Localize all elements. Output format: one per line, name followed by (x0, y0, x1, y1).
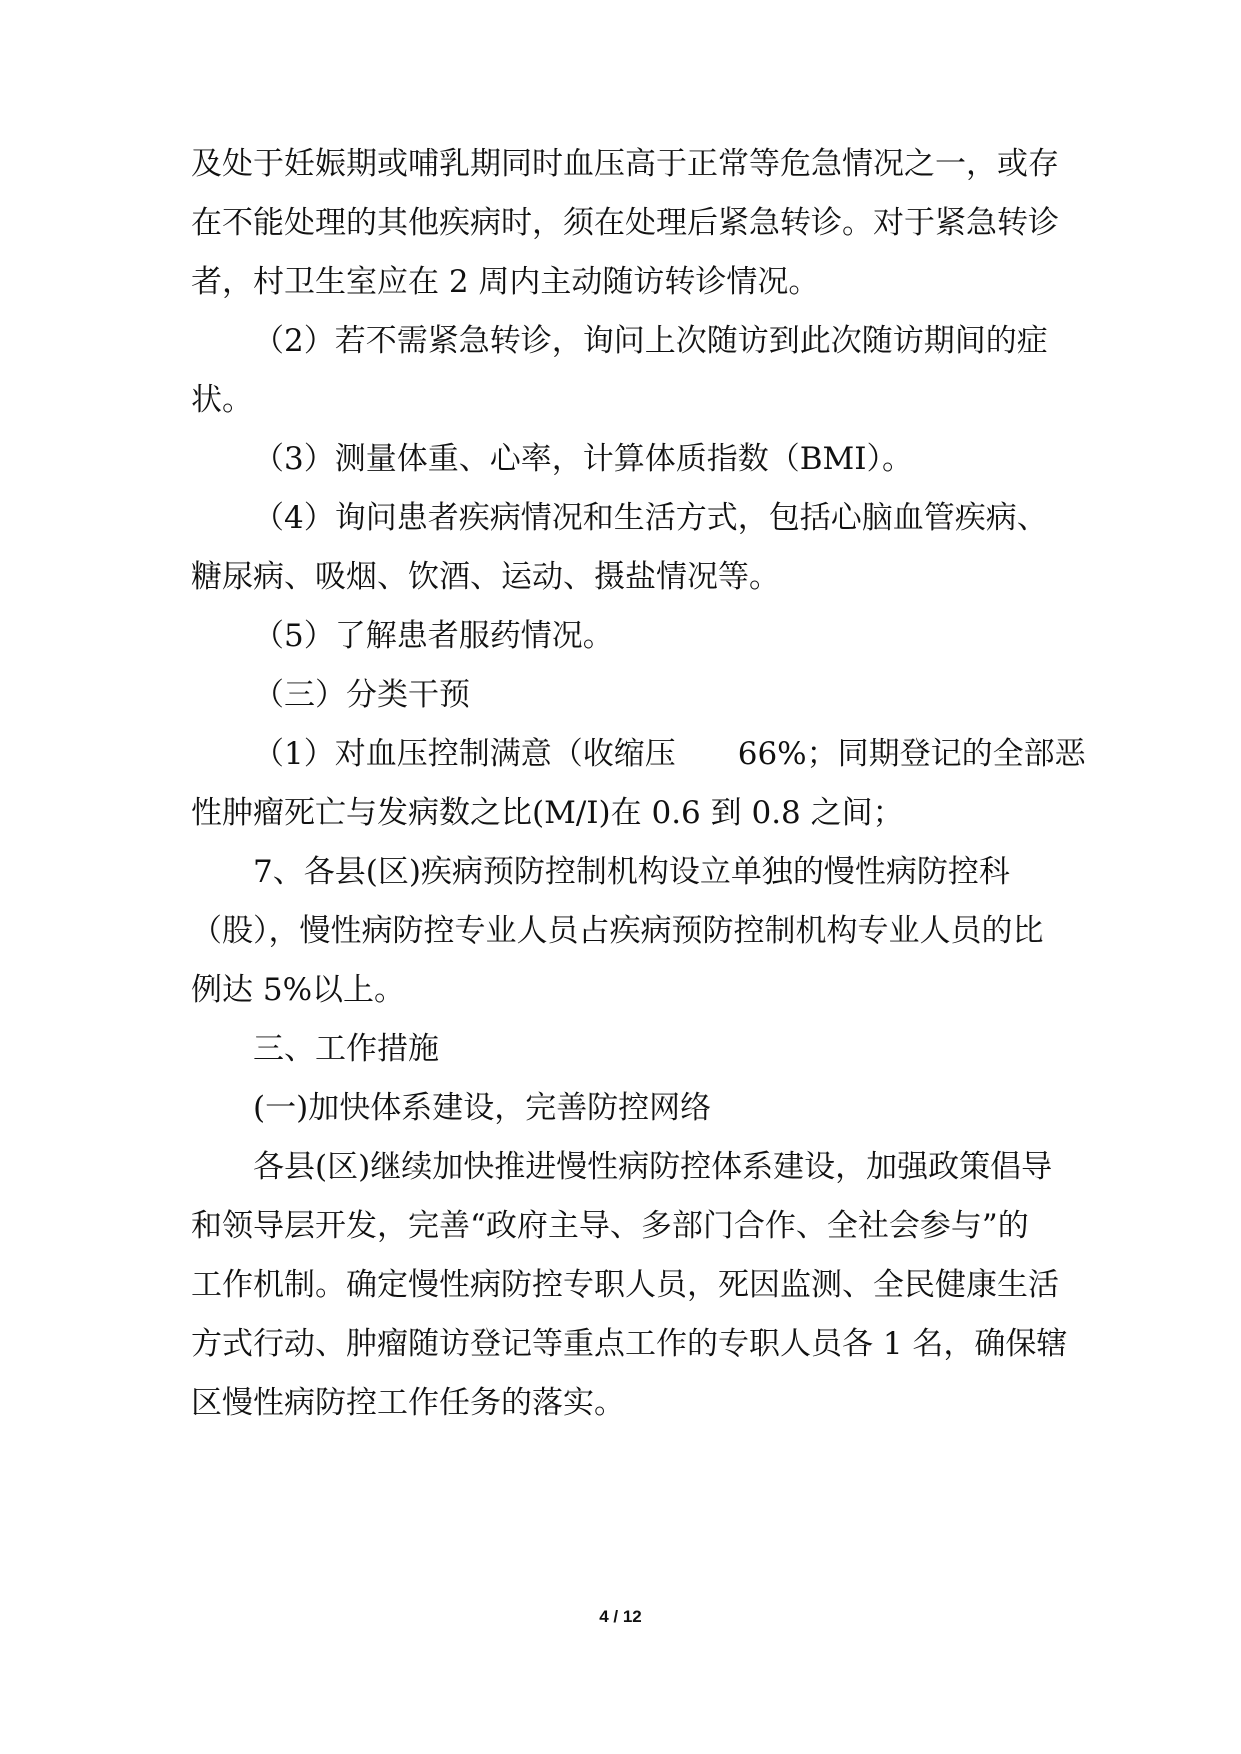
text-line: （4）询问患者疾病情况和生活方式，包括心脑血管疾病、 (253, 500, 1048, 536)
text-line: 及处于妊娠期或哺乳期同时血压高于正常等危急情况之一，或存 (191, 146, 1059, 182)
text-line: 状。 (191, 382, 253, 418)
text-line: 区慢性病防控工作任务的落实。 (191, 1385, 625, 1421)
section-heading: 三、工作措施 (253, 1031, 439, 1067)
text-line: 性肿瘤死亡与发病数之比(M/I)在 0.6 到 0.8 之间； (191, 795, 904, 831)
text-line: 在不能处理的其他疾病时，须在处理后紧急转诊。对于紧急转诊 (191, 205, 1059, 241)
text-line: （3）测量体重、心率，计算体质指数（BMI）。 (253, 441, 913, 477)
text-line: 者，村卫生室应在 2 周内主动随访转诊情况。 (191, 264, 820, 300)
text-line: 例达 5%以上。 (191, 972, 406, 1008)
text-line: 和领导层开发，完善“政府主导、多部门合作、全社会参与”的 (191, 1208, 1029, 1244)
text-line: 糖尿病、吸烟、饮酒、运动、摄盐情况等。 (191, 559, 780, 595)
text-line: （2）若不需紧急转诊，询问上次随访到此次随访期间的症 (253, 323, 1048, 359)
text-line: 各县(区)继续加快推进慢性病防控体系建设，加强政策倡导 (253, 1149, 1053, 1185)
text-line: 方式行动、肿瘤随访登记等重点工作的专职人员各 1 名，确保辖 (191, 1326, 1068, 1362)
text-line: 工作机制。确定慢性病防控专职人员，死因监测、全民健康生活 (191, 1267, 1059, 1303)
text-line: 7、各县(区)疾病预防控制机构设立单独的慢性病防控科 (253, 854, 1010, 890)
subsection-heading: (一)加快体系建设，完善防控网络 (253, 1090, 712, 1126)
text-line: （5）了解患者服药情况。 (253, 618, 614, 654)
text-line: （股），慢性病防控专业人员占疾病预防控制机构专业人员的比 (191, 913, 1044, 949)
text-line: （1）对血压控制满意（收缩压 66%；同期登记的全部恶 (253, 736, 1086, 772)
section-heading: （三）分类干预 (253, 677, 470, 713)
page-number: 4 / 12 (599, 1607, 642, 1626)
